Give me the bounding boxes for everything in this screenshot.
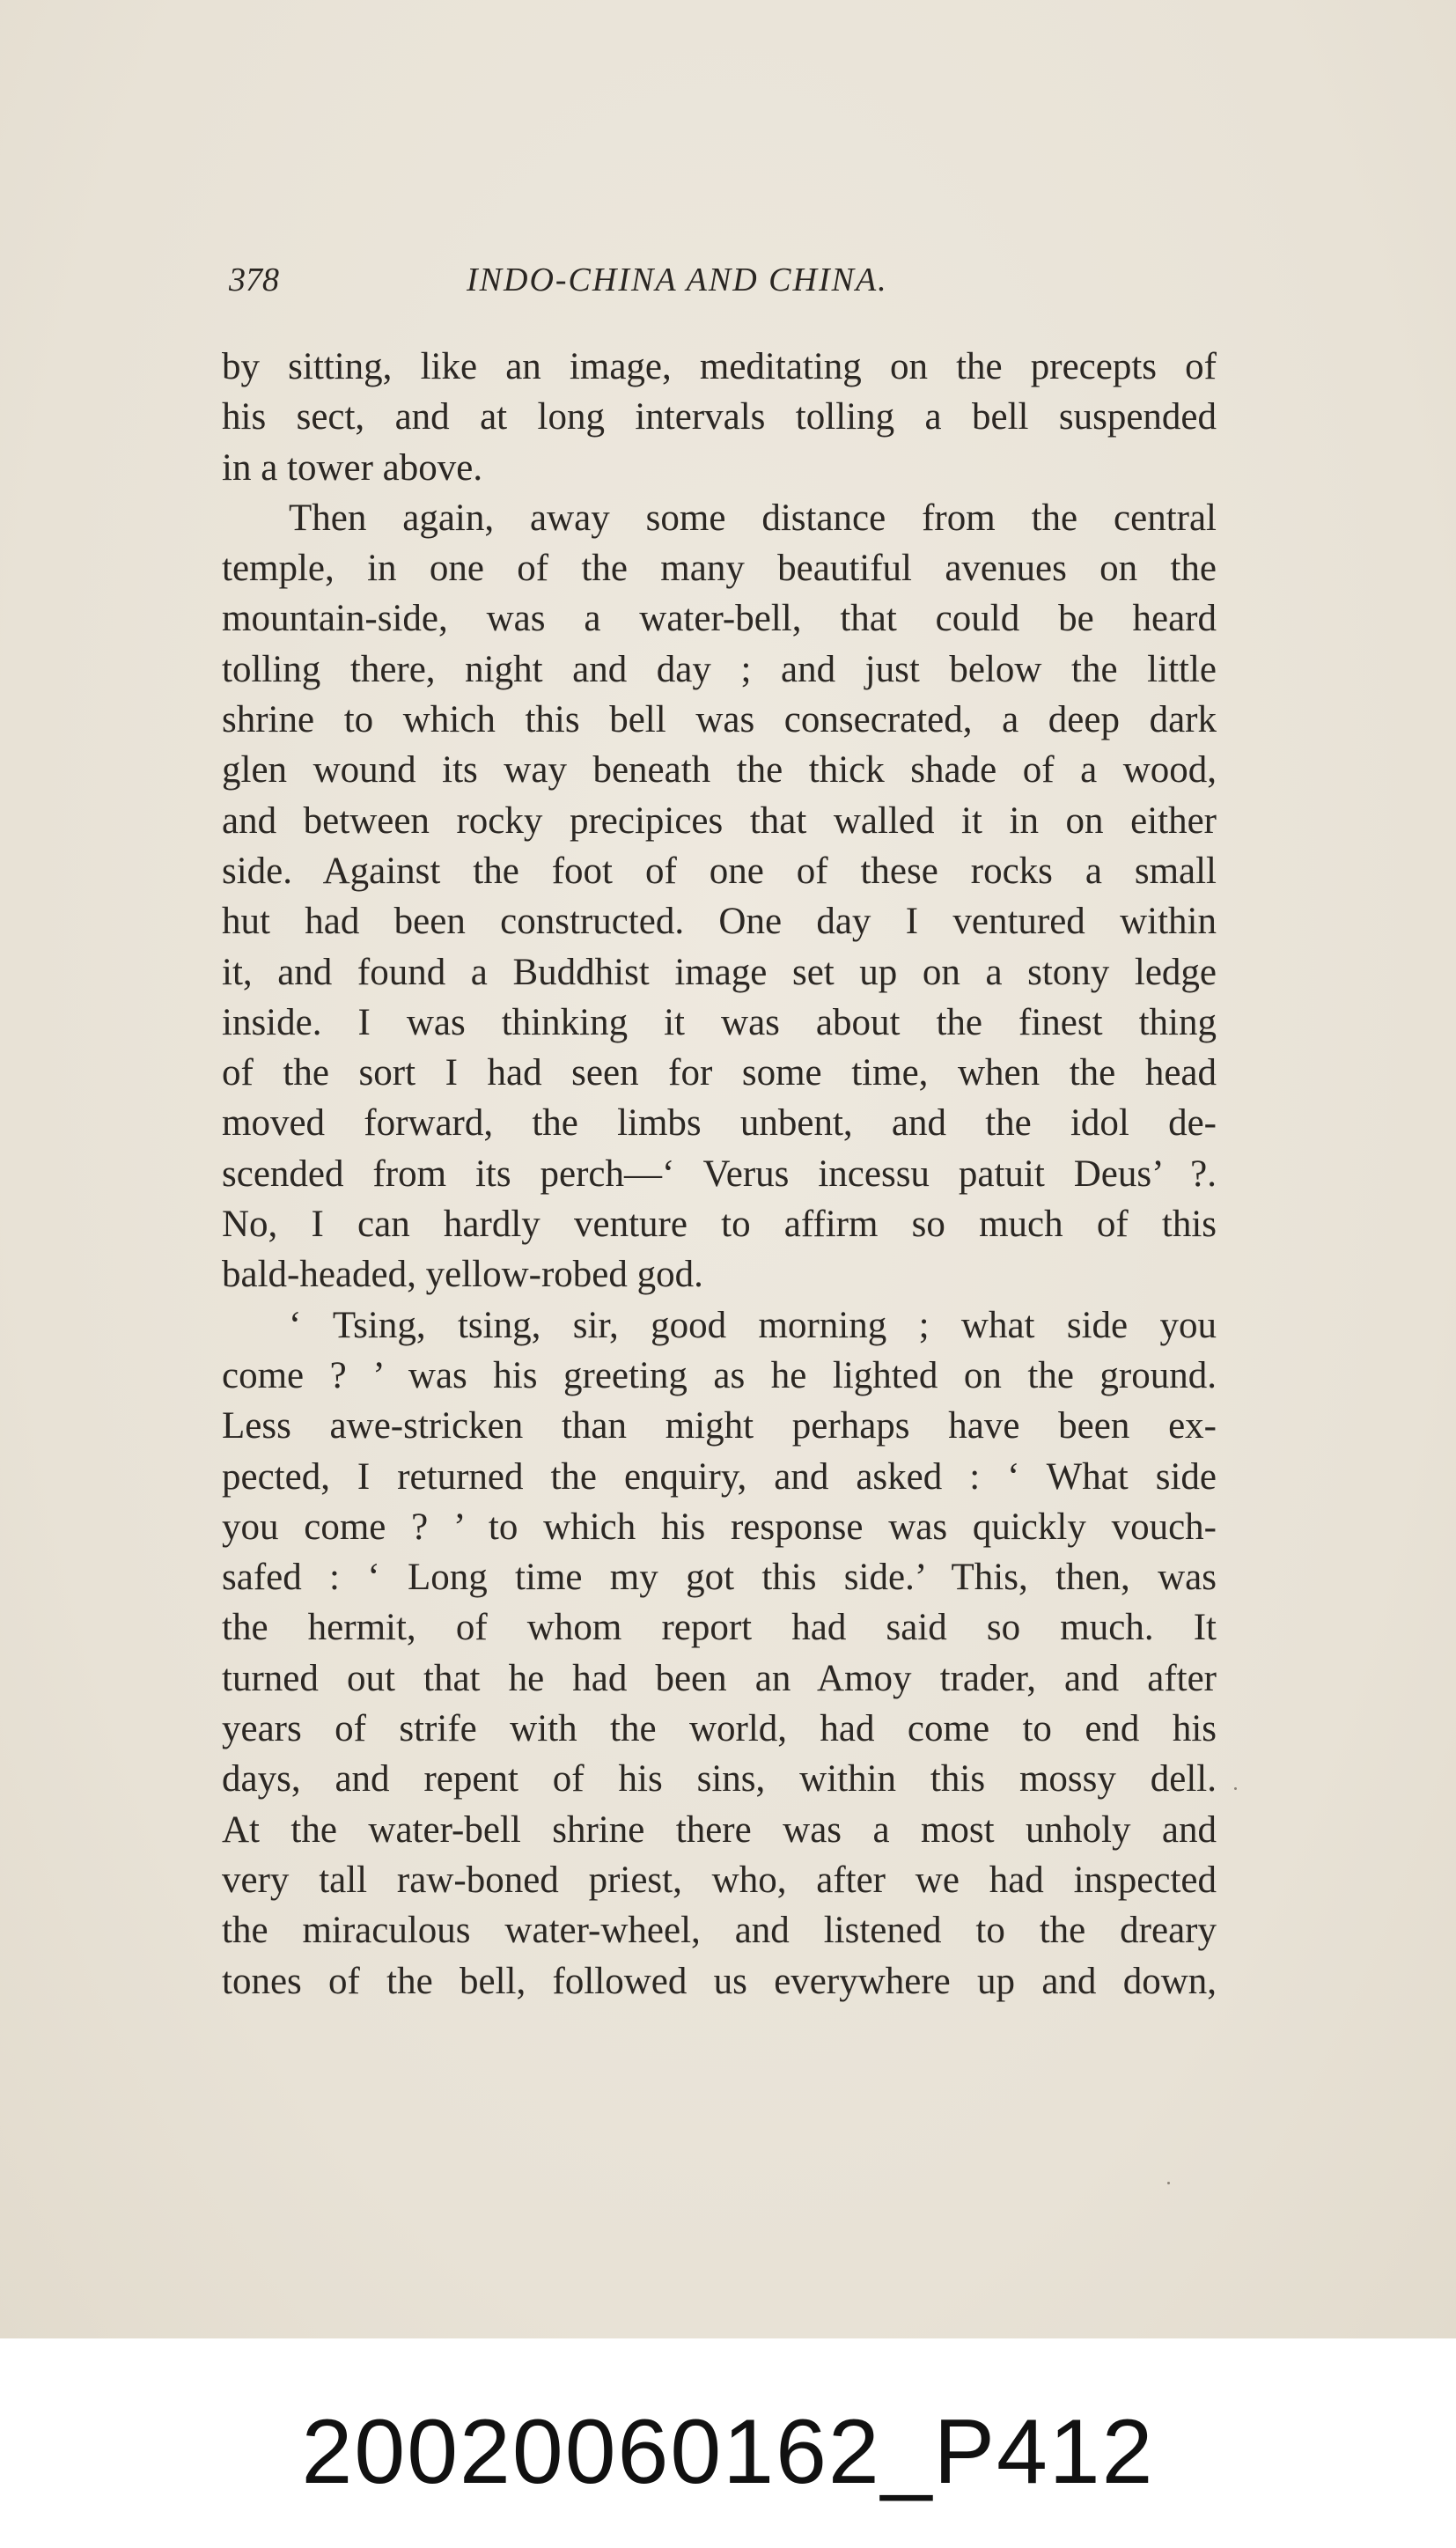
text-line: side. Against the foot of one of these rocks a small (222, 850, 1217, 892)
text-line: the miraculous water-wheel, and listened to the dreary (222, 1910, 1217, 1952)
text-line: No, I can hardly venture to affirm so much of this (222, 1204, 1217, 1246)
text-line: come ? ’ was his greeting as he lighted on the ground. (222, 1354, 1217, 1396)
text-line: years of strife with the world, had come to end his (222, 1708, 1217, 1750)
catalog-id: 20020060162_P412 (301, 2401, 1155, 2503)
text-line: in a tower above. (222, 446, 483, 489)
text-line: safed : ‘ Long time my got this side.’ This, then, was (222, 1557, 1217, 1599)
catalog-footer (0, 2338, 1456, 2548)
text-line: scended from its perch—‘ Verus incessu patuit Deus’ ?. (222, 1152, 1217, 1195)
text-line: At the water-bell shrine there was a most unholy and (222, 1808, 1217, 1851)
paragraph-3 (222, 1300, 1217, 2007)
paragraph-2 (222, 493, 1217, 1300)
text-line: tones of the bell, followed us everywhere up and down, (222, 1960, 1217, 2002)
page-number: 378 (229, 261, 279, 298)
text-line: moved forward, the limbs unbent, and the idol de- (222, 1102, 1217, 1145)
text-line: bald-headed, yellow-robed god. (222, 1254, 703, 1296)
text-line: the hermit, of whom report had said so much. It (222, 1607, 1217, 1649)
text-line: Then again, away some distance from the central (289, 497, 1217, 539)
text-line: mountain-side, was a water-bell, that could be heard (222, 598, 1217, 640)
text-line: inside. I was thinking it was about the finest thing (222, 1001, 1217, 1043)
paragraph-1 (222, 342, 1217, 493)
text-line: hut had been constructed. One day I ventured within (222, 901, 1217, 943)
text-line: by sitting, like an image, meditating on the precepts of (222, 346, 1217, 387)
text-line: glen wound its way beneath the thick shade of a wood, (222, 749, 1217, 792)
paper-speck (1234, 1787, 1237, 1790)
text-line: shrine to which this bell was consecrated, a deep dark (222, 699, 1217, 741)
paper-speck (1167, 2182, 1170, 2184)
text-line: you come ? ’ to which his response was quickly vouch- (222, 1506, 1217, 1548)
text-line: days, and repent of his sins, within this mossy dell. (222, 1758, 1217, 1801)
text-line: of the sort I had seen for some time, when the head (222, 1052, 1217, 1094)
text-line: ‘ Tsing, tsing, sir, good morning ; what side you (289, 1304, 1217, 1346)
text-line: his sect, and at long intervals tolling a bell suspended (222, 396, 1217, 438)
body-text (222, 342, 1217, 2007)
page-header (229, 261, 986, 313)
text-line: temple, in one of the many beautiful avenues on the (222, 548, 1217, 590)
text-line: very tall raw-boned priest, who, after we had inspected (222, 1859, 1217, 1901)
text-line: turned out that he had been an Amoy trader, and after (222, 1657, 1217, 1699)
text-line: it, and found a Buddhist image set up on a stony ledge (222, 951, 1217, 993)
text-line: pected, I returned the enquiry, and asked : ‘ What side (222, 1455, 1217, 1498)
text-line: Less awe-stricken than might perhaps have been ex- (222, 1405, 1217, 1447)
running-head: INDO-CHINA AND CHINA. (467, 261, 888, 298)
text-line: tolling there, night and day ; and just below the little (222, 648, 1217, 690)
text-line: and between rocky precipices that walled it in on either (222, 799, 1217, 842)
